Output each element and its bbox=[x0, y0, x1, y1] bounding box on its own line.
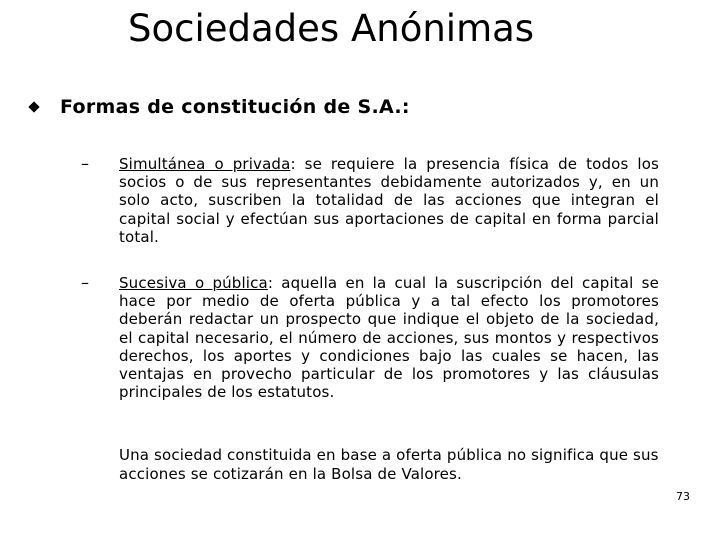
page-number: 73 bbox=[676, 490, 690, 503]
dash-marker-2: – bbox=[81, 273, 89, 292]
term-sucesiva: Sucesiva o pública bbox=[119, 274, 268, 292]
text-sucesiva: : aquella en la cual la suscripción del capital se hace por medio de oferta pública y a tal efecto los promotores deberán redactar un prospecto que indique el objeto de la sociedad, el capital necesario, el número de acciones, sus montos y respectivos derechos, los aportes y condiciones bajo las cuales se hacen, las ventajas en provecho particular de los promotores y las cláusulas principales de los estatutos. bbox=[119, 274, 659, 402]
term-simultanea: Simultánea o privada bbox=[119, 155, 291, 173]
diamond-bullet-icon bbox=[28, 101, 39, 112]
text-simultanea: : se requiere la presencia física de todos los socios o de sus representantes debidamente autorizados y, en un solo acto, suscriben la totalidad de las acciones que integran el capital social y efectúan sus aportaciones de capital en forma parcial total. bbox=[119, 155, 660, 246]
slide-title: Sociedades Anónimas bbox=[128, 7, 535, 50]
list-item-simultanea bbox=[119, 155, 659, 246]
dash-marker-1: – bbox=[81, 154, 89, 173]
note-paragraph: Una sociedad constituida en base a oferta pública no significa que sus acciones se cotizarán en la Bolsa de Valores. bbox=[119, 446, 659, 483]
heading-text: Formas de constitución de S.A.: bbox=[60, 96, 410, 118]
list-item-sucesiva bbox=[119, 274, 659, 401]
